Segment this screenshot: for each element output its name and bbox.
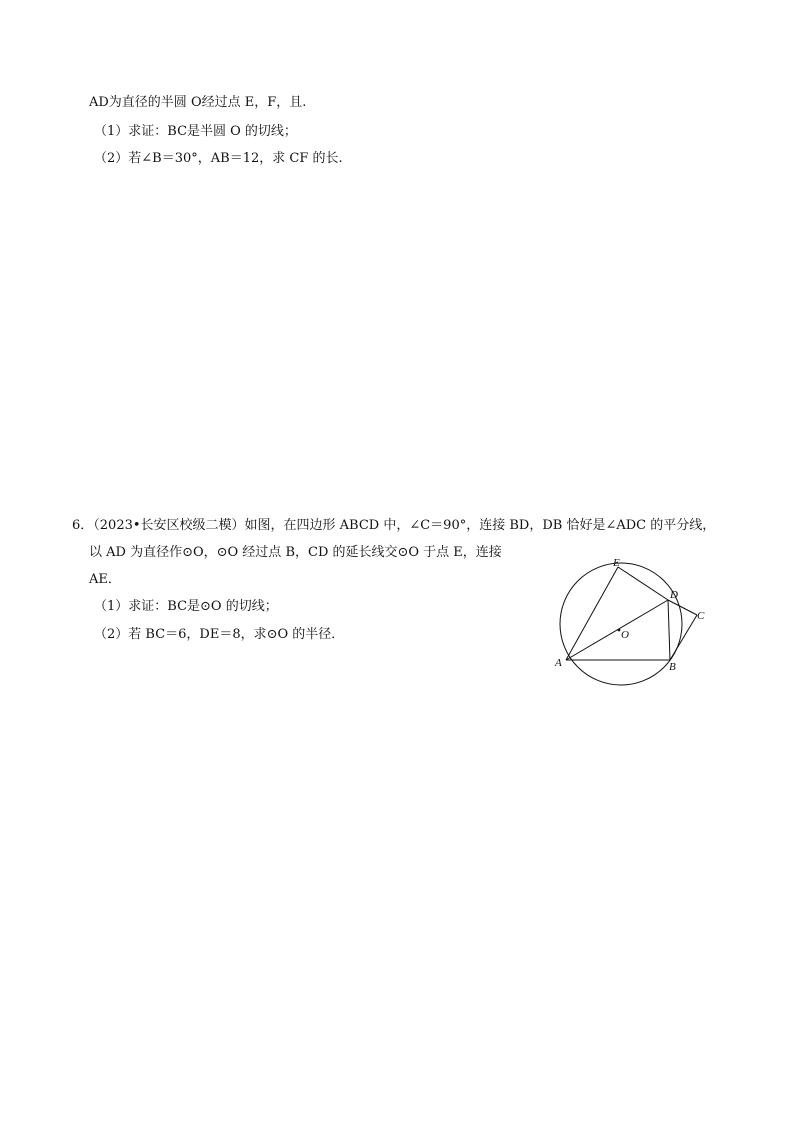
label-c: C <box>697 610 705 622</box>
problem6-line2: 以 AD 为直径作⊙O，⊙O 经过点 B，CD 的延长线交⊙O 于点 E，连接 <box>89 545 502 560</box>
geometry-figure <box>548 556 720 692</box>
problem5-part2: （2）若∠B＝30°，AB＝12，求 CF 的长. <box>94 151 343 166</box>
segment-db <box>668 600 670 660</box>
problem6-line3: AE． <box>89 572 121 587</box>
problem6-part2: （2）若 BC＝6，DE＝8，求⊙O 的半径． <box>94 627 345 642</box>
problem5-part1: （1）求证：BC是半圆 O 的切线； <box>94 124 297 139</box>
segment-bc <box>670 615 697 660</box>
circle-o <box>560 563 682 685</box>
segment-ad <box>566 600 668 660</box>
problem6-line1: 6．（2023•长安区校级二模）如图，在四边形 ABCD 中，∠C＝90°，连接 BD，DB 恰好是∠ADC 的平分线， <box>72 518 716 533</box>
segment-ae <box>566 567 618 660</box>
segment-ed <box>618 567 668 600</box>
label-o: O <box>621 629 629 641</box>
problem6-part1: （1）求证：BC是⊙O 的切线； <box>94 599 278 614</box>
center-point-o <box>618 629 621 632</box>
label-b: B <box>669 661 676 673</box>
label-a: A <box>555 657 562 669</box>
segment-dc <box>668 600 697 615</box>
problem5-line1: AD为直径的半圆 O经过点 E，F，且. <box>89 95 307 110</box>
label-d: D <box>670 589 678 601</box>
label-e: E <box>613 557 620 569</box>
